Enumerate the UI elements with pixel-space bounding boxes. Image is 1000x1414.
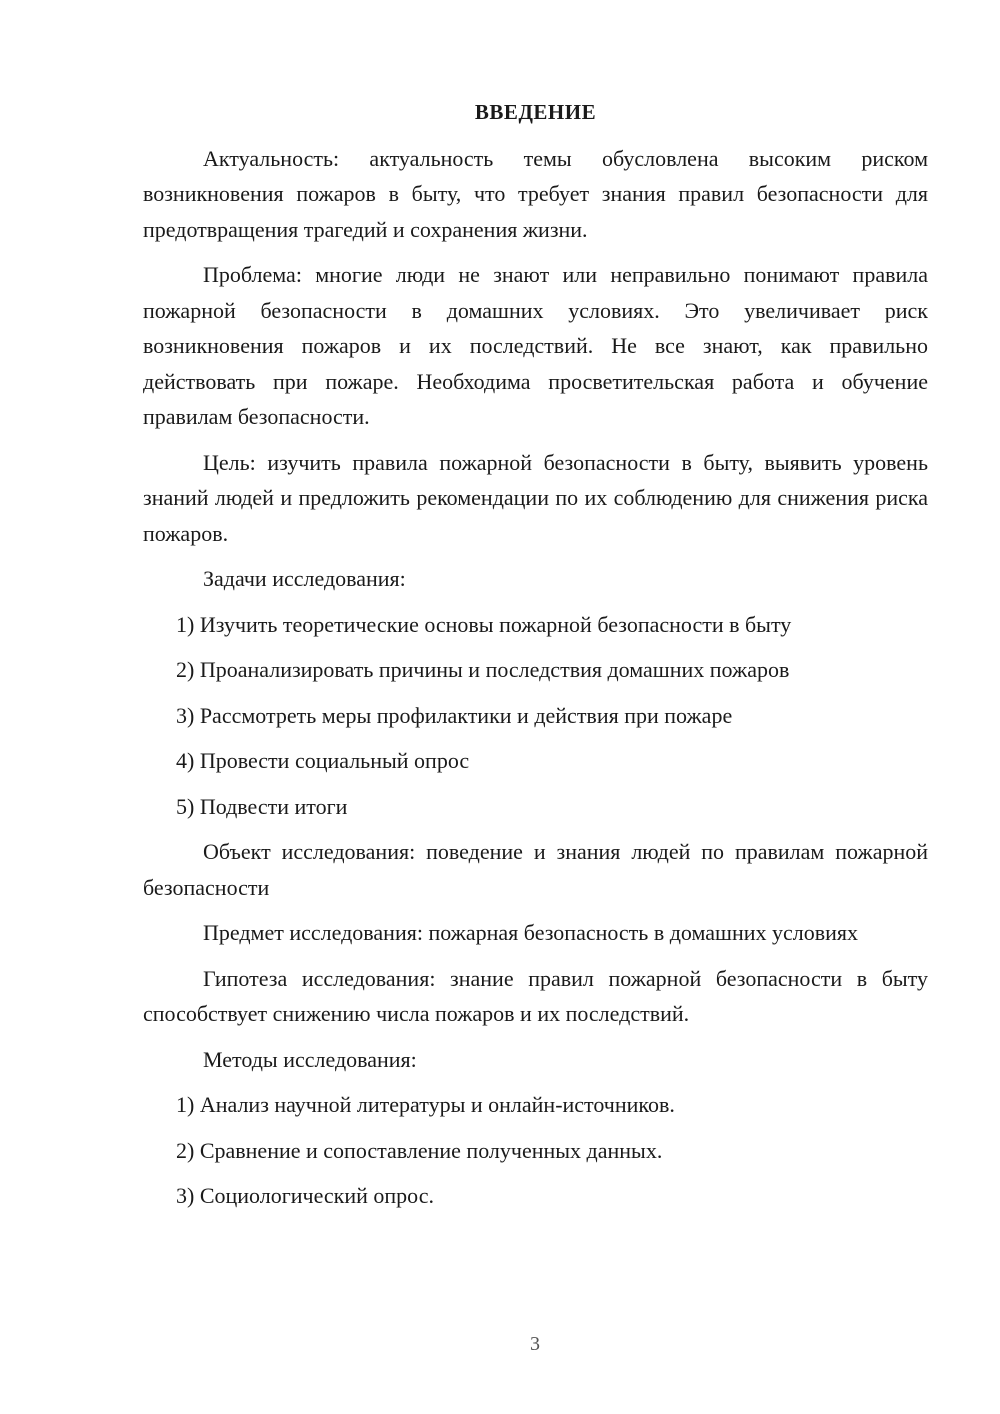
hypothesis-paragraph: Гипотеза исследования: знание правил пожарной безопасности в быту способствует снижению числа пожаров и их последствий.: [143, 965, 928, 1026]
method-item: 3) Социологический опрос.: [176, 1183, 434, 1208]
page-number: 3: [530, 1333, 540, 1355]
task-item: 4) Провести социальный опрос: [176, 748, 470, 773]
methods-heading: Методы исследования:: [203, 1046, 417, 1072]
method-item: 1) Анализ научной литературы и онлайн-источников.: [176, 1092, 675, 1117]
relevance-paragraph: Актуальность: актуальность темы обусловлена высоким риском возникновения пожаров в быту, что требует знания правил безопасности для предотвращения трагедий и сохранения жизни.: [143, 145, 928, 242]
task-item: 5) Подвести итоги: [176, 793, 348, 819]
task-item: 1) Изучить теоретические основы пожарной безопасности в быту: [176, 611, 792, 637]
task-item: 3) Рассмотреть меры профилактики и действия при пожаре: [176, 702, 733, 728]
problem-paragraph: Проблема: многие люди не знают или неправильно понимают правила пожарной безопасности в домашних условиях. Это увеличивает риск возникновения пожаров и их последствий. Не все знают, как правильно действовать при пожаре. Необходима просветительская работа и обучение правилам безопасности.: [143, 262, 928, 429]
document-page: [143, 95, 928, 1224]
page-title: ВВЕДЕНИЕ: [474, 100, 597, 124]
method-item: 2) Сравнение и сопоставление полученных данных.: [176, 1137, 663, 1163]
goal-paragraph: Цель: изучить правила пожарной безопасности в быту, выявить уровень знаний людей и предложить рекомендации по их соблюдению для снижения риска пожаров.: [143, 449, 928, 546]
object-paragraph: Объект исследования: поведение и знания людей по правилам пожарной безопасности: [143, 839, 928, 900]
tasks-heading: Задачи исследования:: [203, 566, 406, 591]
task-item: 2) Проанализировать причины и последствия домашних пожаров: [176, 657, 790, 682]
subject-paragraph: Предмет исследования: пожарная безопасность в домашних условиях: [203, 920, 859, 945]
